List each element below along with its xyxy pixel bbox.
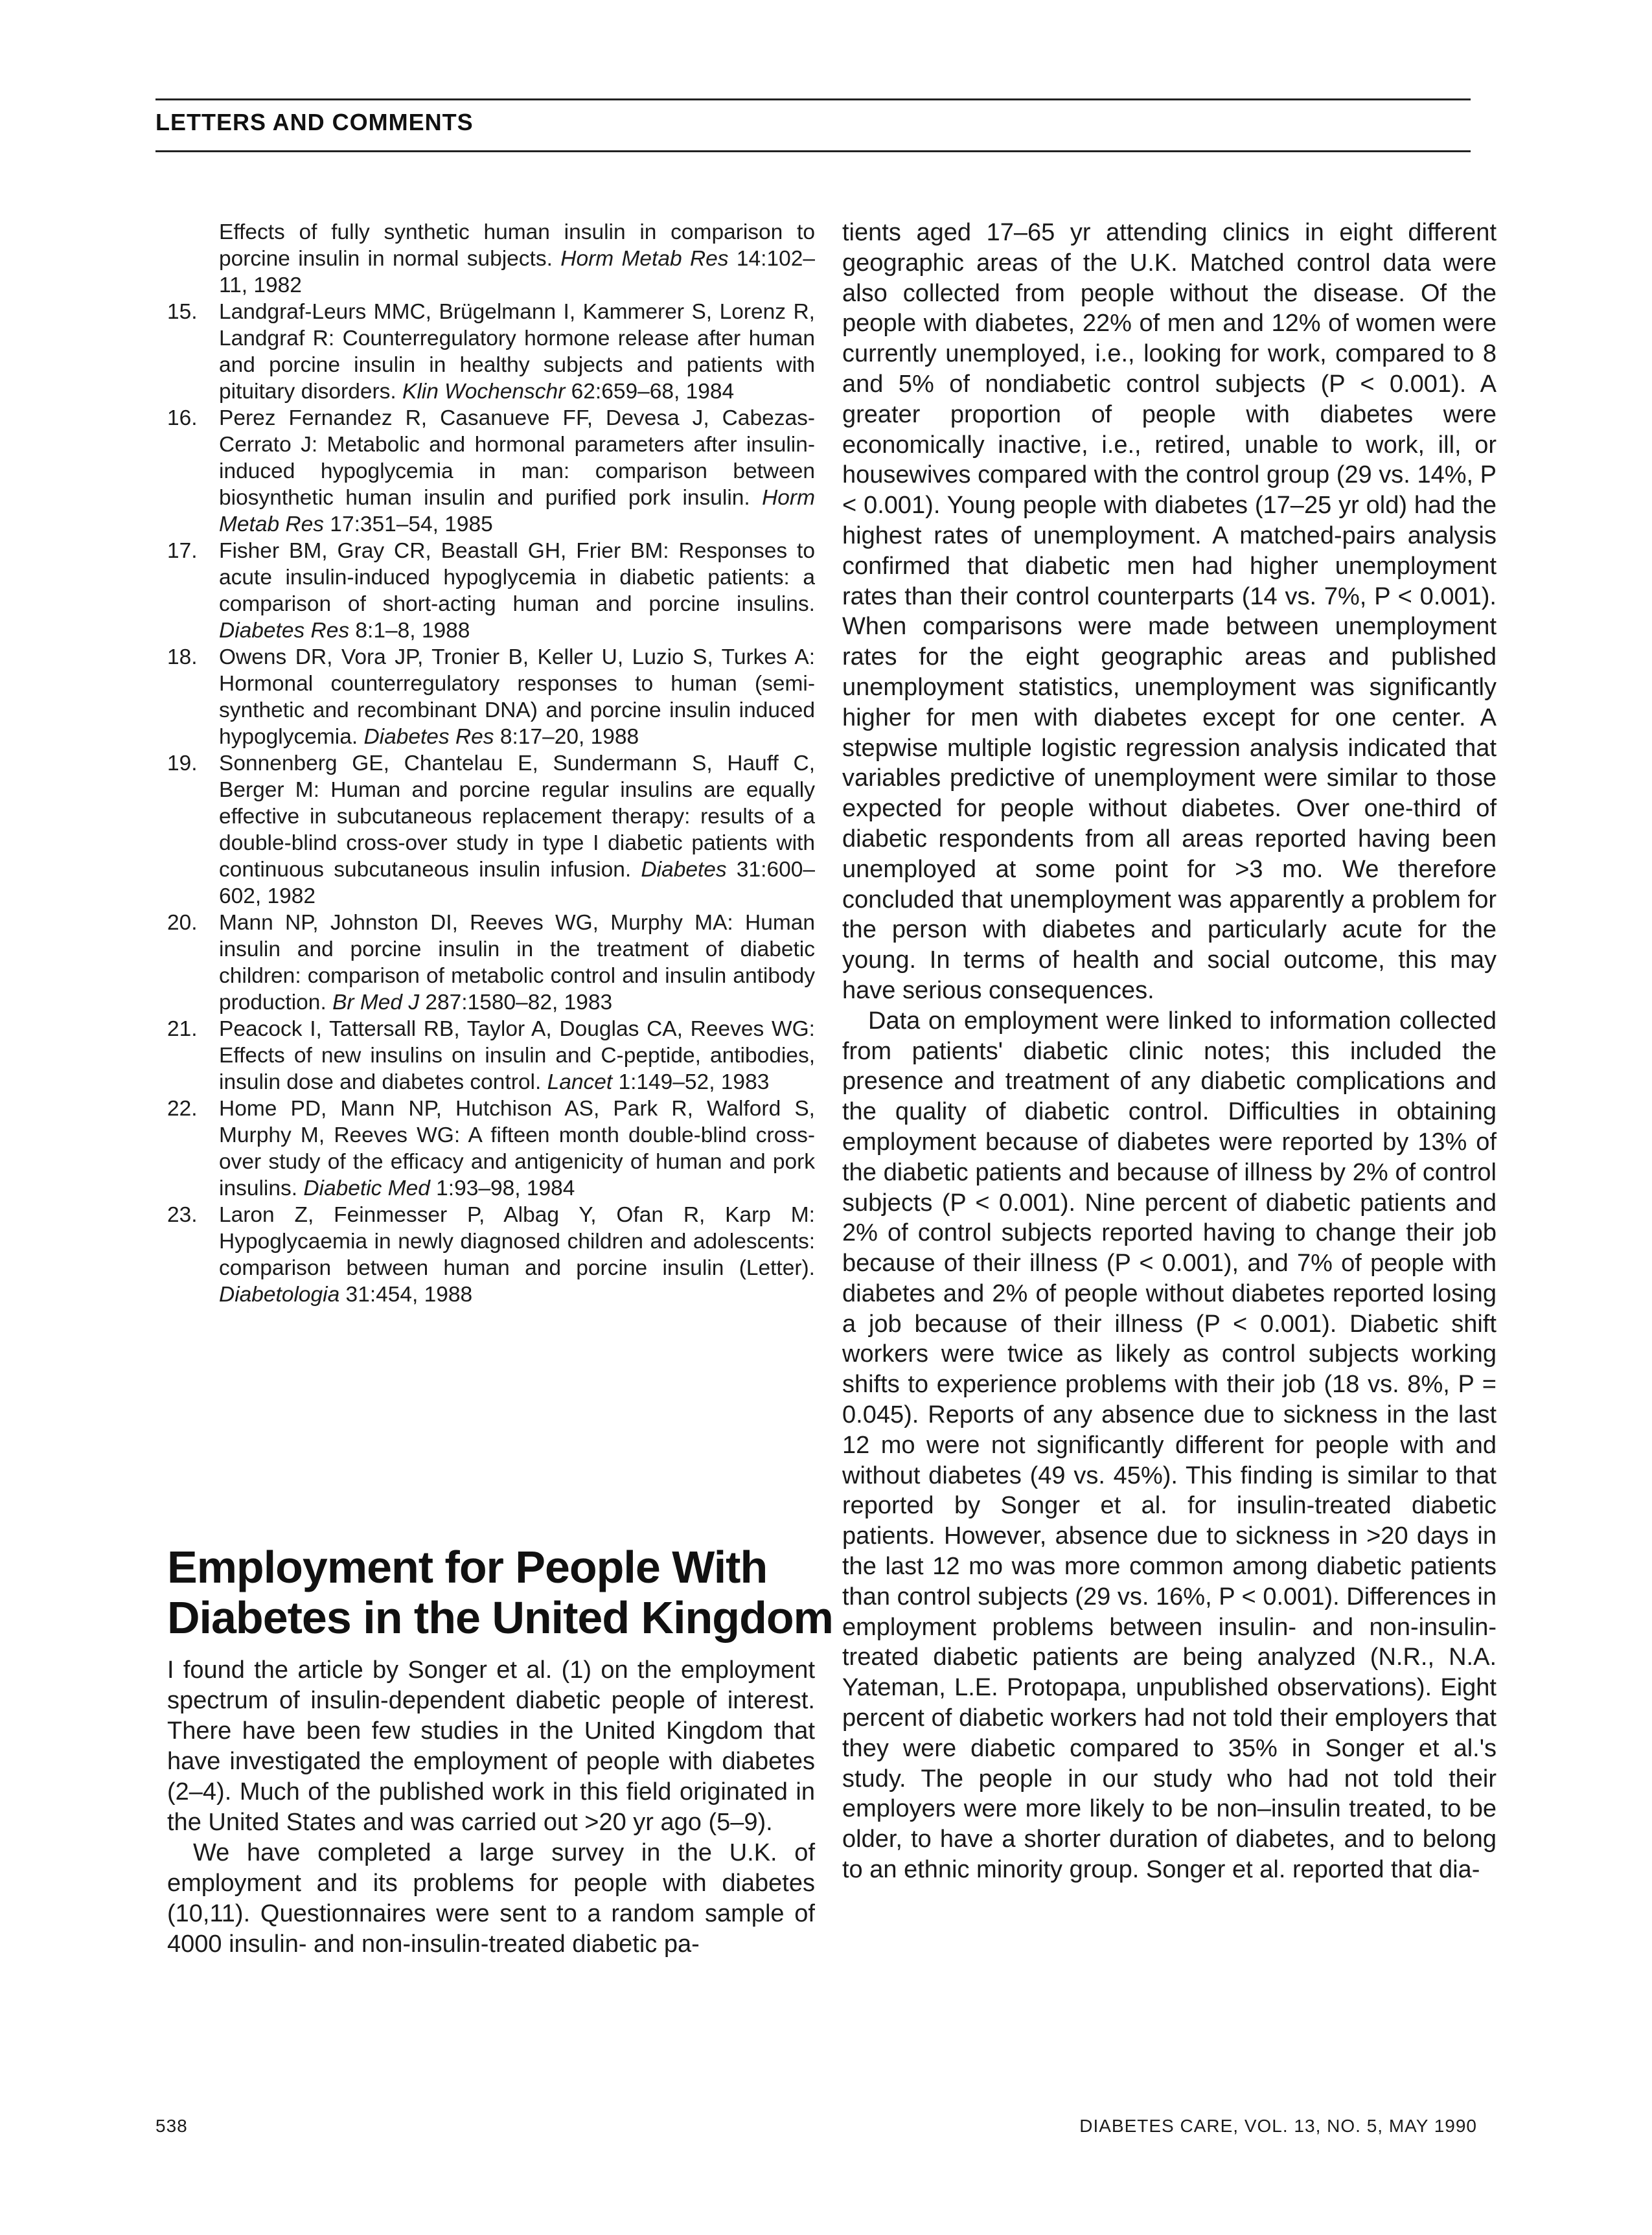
reference-text (219, 299, 815, 405)
reference-journal: Diabetes (641, 858, 727, 882)
page-number: 538 (155, 2116, 188, 2136)
reference-journal: Horm Metab Res (560, 247, 729, 271)
reference-volume-pages: 1:93–98, 1984 (430, 1176, 575, 1200)
reference-journal: Diabetes Res (219, 619, 350, 643)
article-paragraph: Data on employment were linked to information collected from patients' diabetic clinic notes; this included the presence and treatment of any diabetic complications and the quality of diabetic control. Difficulties in obtaining employment because of diabetes were reported by 13% of the diabetic patients and because of illness by 2% of control subjects (P < 0.001). Nine percent of diabetic patients and 2% of control subjects reported having to change their job because of their illness (P < 0.001), and 7% of people with diabetes and 2% of people without diabetes reported losing a job because of their illness (P < 0.001). Diabetic shift workers were twice as likely as control subjects working shifts to experience problems with their job (18 vs. 8%, P = 0.045). Reports of any absence due to sickness in the last 12 mo were not significantly different for people with and without diabetes (49 vs. 45%). This finding is similar to that reported by Songer et al. for insulin-treated diabetic patients. However, absence due to sickness in >20 days in the last 12 mo was more common among diabetic patients than control subjects (29 vs. 16%, P < 0.001). Differences in employment problems between insulin- and non-insulin-treated diabetic patients are being analyzed (N.R., N.A. Yateman, L.E. Protopapa, unpublished observations). Eight percent of diabetic workers had not told their employers that they were diabetic compared to 35% in Songer et al.'s study. The people in our study who had not told their employers were more likely to be non–insulin treated, to be older, to have a shorter duration of diabetes, and to belong to an ethnic minority group. Songer et al. reported that dia- (842, 1007, 1497, 1884)
reference-item (167, 910, 815, 1016)
reference-journal: Diabetes Res (363, 725, 494, 749)
reference-number: 22. (167, 1097, 198, 1121)
reference-volume-pages: 14:102–11, 1982 (219, 247, 816, 297)
reference-text (219, 1016, 815, 1095)
section-label: LETTERS AND COMMENTS (155, 109, 474, 135)
article-body-left (167, 1655, 815, 1960)
reference-list (167, 219, 815, 1308)
reference-text (219, 910, 815, 1016)
reference-authors-title: Mann NP, Johnston DI, Reeves WG, Murphy MA: Human insulin and porcine insulin in the treatment of diabetic children: comparison of metabolic control and insulin antibody production. (219, 911, 815, 1014)
reference-authors-title: Landgraf-Leurs MMC, Brügelmann I, Kammerer S, Lorenz R, Landgraf R: Counterregulatory hormone release after human and porcine insulin in healthy subjects and patients with pituitary disorders. (219, 300, 815, 404)
reference-number: 16. (167, 406, 198, 430)
reference-number: 18. (167, 645, 198, 669)
reference-text (219, 405, 815, 538)
article-paragraph: tients aged 17–65 yr attending clinics in eight different geographic areas of the U.K. Matched control data were also collected from people without the disease. Of the people with diabetes, 22% of men and 12% of women were currently unemployed, i.e., looking for work, compared to 8 and 5% of nondiabetic control subjects (P < 0.001). A greater proportion of people with diabetes were economically inactive, i.e., retired, unable to work, ill, or housewives compared with the control group (29 vs. 14%, P < 0.001). Young people with diabetes (17–25 yr old) had the highest rates of unemployment. A matched-pairs analysis confirmed that diabetic men had higher unemployment rates than their control counterparts (14 vs. 7%, P < 0.001). When comparisons were made between unemployment rates for the eight geographic areas and published unemployment statistics, unemployment was significantly higher for men with diabetes except for one center. A stepwise multiple logistic regression analysis indicated that variables predictive of unemployment were similar to those expected for people without diabetes. Over one-third of diabetic respondents from all areas reported having been unemployed at some point for >3 mo. We therefore concluded that unemployment was apparently a problem for the person with diabetes and particularly acute for the young. In terms of health and social outcome, this may have serious consequences. (842, 219, 1497, 1004)
reference-number: 20. (167, 911, 198, 935)
article-title: Employment for People With Diabetes in the United Kingdom (167, 1542, 833, 1643)
reference-volume-pages: 31:454, 1988 (339, 1283, 473, 1307)
reference-text (219, 219, 815, 299)
header-rule-top (155, 98, 1471, 100)
reference-item (167, 1016, 815, 1095)
reference-number: 23. (167, 1203, 198, 1227)
article-paragraph: We have completed a large survey in the U.K. of employment and its problems for people with diabetes (10,11). Questionnaires were sent to a random sample of 4000 insulin- and non-insulin-treated diabetic pa- (167, 1839, 815, 1958)
reference-journal: Diabetologia (219, 1283, 340, 1307)
reference-item (167, 405, 815, 538)
reference-authors-title: Fisher BM, Gray CR, Beastall GH, Frier BM: Responses to acute insulin-induced hypoglycemia in diabetic patients: a comparison of short-acting human and porcine insulins. (219, 539, 815, 616)
reference-text (219, 1095, 815, 1202)
reference-journal: Lancet (547, 1070, 613, 1094)
reference-authors-title: Owens DR, Vora JP, Tronier B, Keller U, Luzio S, Turkes A: Hormonal counterregulatory responses to human (semi-synthetic and recombinant DNA) and porcine insulin induced hypoglycemia. (219, 645, 815, 749)
reference-authors-title: Perez Fernandez R, Casanueve FF, Devesa J, Cabezas-Cerrato J: Metabolic and hormonal parameters after insulin-induced hypoglycemia in man: comparison between biosynthetic human insulin and purified pork insulin. (219, 406, 815, 510)
reference-item (167, 1202, 815, 1308)
reference-item (167, 1095, 815, 1202)
reference-item (167, 644, 815, 750)
journal-citation: DIABETES CARE, VOL. 13, NO. 5, MAY 1990 (1079, 2116, 1477, 2136)
reference-text (219, 1202, 815, 1308)
reference-number: 21. (167, 1017, 198, 1041)
article-paragraph: I found the article by Songer et al. (1) on the employment spectrum of insulin-dependent diabetic people of interest. There have been few studies in the United Kingdom that have investigated the employment of people with diabetes (2–4). Much of the published work in this field originated in the United States and was carried out >20 yr ago (5–9). (167, 1656, 815, 1836)
reference-item (167, 750, 815, 910)
reference-journal: Br Med J (332, 991, 420, 1014)
reference-item (167, 219, 815, 299)
reference-authors-title: Home PD, Mann NP, Hutchison AS, Park R, Walford S, Murphy M, Reeves WG: A fifteen month double-blind cross-over study of the efficacy and antigenicity of human and pork insulins. (219, 1097, 815, 1200)
reference-text (219, 538, 815, 644)
reference-journal: Horm Metab Res (219, 486, 815, 536)
reference-text (219, 644, 815, 750)
reference-journal: Klin Wochenschr (402, 380, 566, 404)
reference-number: 19. (167, 751, 198, 775)
reference-text (219, 750, 815, 910)
reference-volume-pages: 8:17–20, 1988 (494, 725, 639, 749)
header-rule-bottom (155, 150, 1471, 152)
reference-volume-pages: 62:659–68, 1984 (565, 380, 735, 404)
reference-volume-pages: 1:149–52, 1983 (612, 1070, 770, 1094)
reference-volume-pages: 17:351–54, 1985 (324, 512, 493, 536)
reference-volume-pages: 31:600–602, 1982 (219, 858, 815, 908)
article-body-right (842, 218, 1497, 1885)
reference-number: 15. (167, 300, 198, 324)
reference-authors-title: Peacock I, Tattersall RB, Taylor A, Douglas CA, Reeves WG: Effects of new insulins on insulin and C-peptide, antibodies, insulin dose and diabetes control. (219, 1017, 815, 1094)
reference-number: 17. (167, 539, 198, 563)
reference-item (167, 299, 815, 405)
references-column (167, 219, 815, 1308)
reference-item (167, 538, 815, 644)
reference-volume-pages: 287:1580–82, 1983 (419, 991, 613, 1014)
reference-authors-title: Effects of fully synthetic human insulin in comparison to porcine insulin in normal subjects. (219, 220, 815, 271)
reference-journal: Diabetic Med (303, 1176, 430, 1200)
reference-volume-pages: 8:1–8, 1988 (349, 619, 470, 643)
reference-authors-title: Sonnenberg GE, Chantelau E, Sundermann S, Hauff C, Berger M: Human and porcine regular insulins are equally effective in subcutaneous replacement therapy: results of a double-blind cross-over study in type I diabetic patients with continuous subcutaneous insulin infusion. (219, 751, 815, 882)
reference-authors-title: Laron Z, Feinmesser P, Albag Y, Ofan R, Karp M: Hypoglycaemia in newly diagnosed children and adolescents: comparison between human and porcine insulin (Letter). (219, 1203, 815, 1280)
